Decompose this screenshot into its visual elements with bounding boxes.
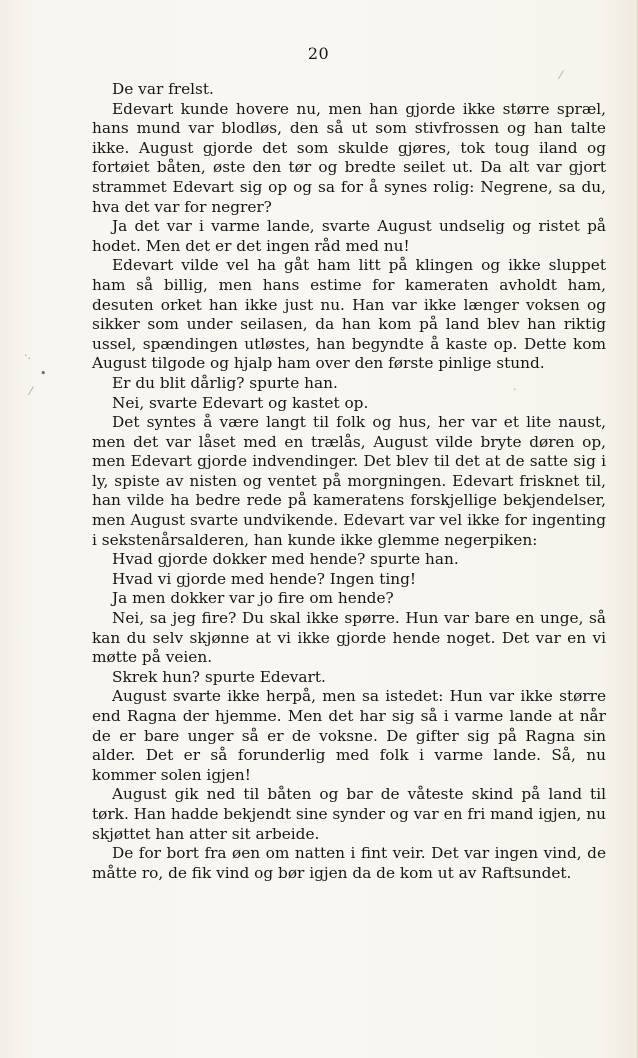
paragraph: Skrek hun? spurte Edevart. — [112, 667, 326, 686]
paragraph: Edevart vilde vel ha gåt ham litt på klingen og ikke sluppet ham så billig, men hans estime for kameraten avholdt ham, desuten orket han ikke just nu. Han var ikke længer voksen og sikker som under seilasen, da han kom på land blev han riktig ussel, spændingen utløstes, han begyndte å kaste op. Dette kom August tilgode og hjalp ham over den første pinlige stund. — [92, 256, 606, 373]
page-number: 20 — [307, 44, 330, 63]
paragraph: Er du blit dårlig? spurte han. — [112, 373, 338, 392]
ink-speck: · — [513, 383, 517, 396]
body-text — [92, 80, 606, 883]
paragraph: Det syntes å være langt til folk og hus, her var et lite naust, men det var låset med en trælås, August vilde bryte døren op, men Edevart gjorde indvendinger. Det blev til det at de satte sig i ly, spiste av nisten og ventet på morgningen. Edevart frisknet til, han vilde ha bedre rede på kameratens forskjellige bekjendelser, men August svarte undvikende. Edevart var vel ikke for ingenting i sekstenårsalderen, han kunde ikke glemme negerpiken: — [92, 413, 606, 549]
paragraph: Hvad gjorde dokker med hende? spurte han. — [112, 550, 459, 569]
paragraph: Ja det var i varme lande, svarte August undselig og ristet på hodet. Men det er det ingen råd med nu! — [92, 217, 606, 255]
pencil-mark: ⁄ — [560, 69, 562, 82]
ink-speck: • — [40, 367, 47, 380]
paragraph: Nei, sa jeg fire? Du skal ikke spørre. Hun var bare en unge, så kan du selv skjønne at vi ikke gjorde hende noget. Det var en vi møtte på veien. — [92, 609, 606, 667]
ink-speck: ·. — [24, 349, 31, 362]
paragraph: August gik ned til båten og bar de våteste skind på land til tørk. Han hadde bekjendt sine synder og var en fri mand igjen, nu skjøttet han atter sit arbeide. — [92, 785, 606, 843]
paragraph: De for bort fra øen om natten i fint veir. Det var ingen vind, de måtte ro, de fik vind og bør igjen da de kom ut av Raftsundet. — [92, 844, 606, 882]
paragraph: Ja men dokker var jo fire om hende? — [112, 589, 394, 608]
paragraph: De var frelst. — [112, 80, 214, 98]
paragraph: Hvad vi gjorde med hende? Ingen ting! — [112, 569, 417, 588]
ink-speck: ⁄ — [30, 385, 32, 398]
paragraph: Nei, svarte Edevart og kastet op. — [112, 393, 369, 412]
paragraph: Edevart kunde hovere nu, men han gjorde ikke større spræl, hans mund var blodløs, den så ut som stivfrossen og han talte ikke. August gjorde det som skulde gjøres, tok toug iland og fortøiet båten, øste den tør og bredte seilet ut. Da alt var gjort strammet Edevart sig op og sa for å synes rolig: Negrene, sa du, hva det var for negrer? — [92, 99, 606, 216]
paragraph: August svarte ikke herpå, men sa istedet: Hun var ikke større end Ragna der hjemme. Men det har sig så i varme lande at når de er bare unger så er de voksne. De gifter sig på Ragna sin alder. Det er så forunderlig med folk i varme lande. Så, nu kommer solen igjen! — [92, 687, 606, 784]
